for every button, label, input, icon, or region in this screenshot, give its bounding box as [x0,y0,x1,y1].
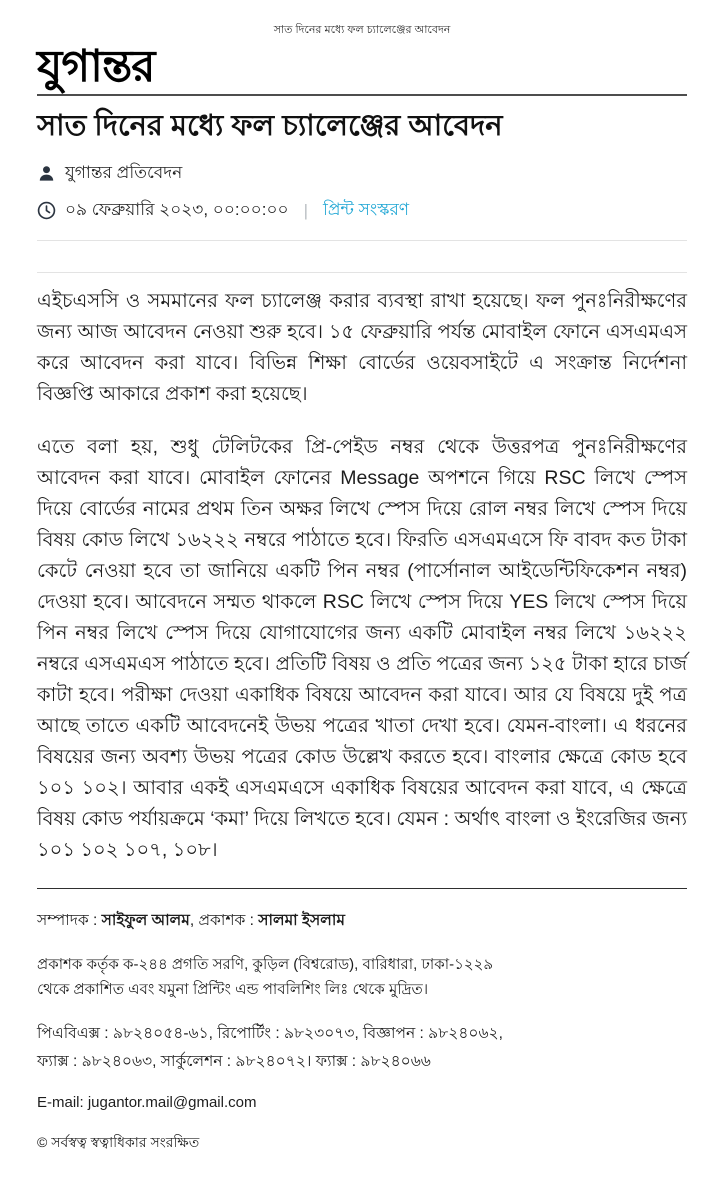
contact-email-line [37,1094,687,1111]
editor-publisher-line [37,908,687,934]
jugantor-logo[interactable]: যুগান্তর [37,42,155,92]
phone-line-1: পিএবিএক্স : ৯৮২৪০৫৪-৬১, রিপোর্টিং : ৯৮২৩০৭৩, বিজ্ঞাপন : ৯৮২৪০৬২, [37,1024,503,1042]
publisher-address [37,952,687,1002]
byline-row [37,160,687,188]
print-page-header: সাত দিনের মধ্যে ফল চ্যালেঞ্জের আবেদন [273,24,451,36]
page-footer [37,908,687,1155]
address-line-1: প্রকাশক কর্তৃক ক-২৪৪ প্রগতি সরণি, কুড়িল (বিশ্বরোড), বারিধারা, ঢাকা-১২২৯ [37,955,494,973]
masthead [37,37,687,92]
article-paragraph: এইচএসসি ও সমমানের ফল চ্যালেঞ্জ করার ব্যবস্থা রাখা হয়েছে। ফল পুনঃনিরীক্ষণের জন্য আজ আবেদন নেওয়া শুরু হবে। ১৫ ফেব্রুয়ারি পর্যন্ত মোবাইল ফোনে এসএমএস করে আবেদন করা যাবে। বিভিন্ন শিক্ষা বোর্ডের ওয়েবসাইটে এ সংক্রান্ত নির্দেশনা বিজ্ঞপ্তি আকারে প্রকাশ করা হয়েছে। [37,289,687,405]
copyright-notice: © সর্বস্বত্ব স্বত্বাধিকার সংরক্ষিত [37,1133,200,1150]
author-person-icon [37,164,56,183]
phone-line-2: ফ্যাক্স : ৯৮২৪০৬৩, সার্কুলেশন : ৯৮২৪০৭২। ফ্যাক্স : ৯৮২৪০৬৬ [37,1052,431,1070]
author-name: যুগান্তর প্রতিবেদন [65,162,183,182]
clock-icon [37,201,56,220]
editor-label: সম্পাদক : [37,911,102,929]
meta-divider [37,240,687,241]
contact-phones [37,1020,687,1076]
article-paragraph: এতে বলা হয়, শুধু টেলিটকের প্রি-পেইড নম্বর থেকে উত্তরপত্র পুনঃনিরীক্ষণের আবেদন করা যাবে। মোবাইল ফোনের Message অপশনে গিয়ে RSC লিখে স্পেস দিয়ে বোর্ডের নামের প্রথম তিন অক্ষর লিখে স্পেস দিয়ে রোল নম্বর লিখে স্পেস দিয়ে বিষয় কোড লিখে ১৬২২২ নম্বরে পাঠাতে হবে। ফিরতি এসএমএসে ফি বাবদ কত টাকা কেটে নেওয়া হবে তা জানিয়ে একটি পিন নম্বর (পার্সোনাল আইডেন্টিফিকেশন নম্বর) দেওয়া হবে। আবেদনে সম্মত থাকলে RSC লিখে স্পেস দিয়ে YES লিখে স্পেস দিয়ে পিন নম্বর লিখে স্পেস দিয়ে যোগাযোগের জন্য একটি মোবাইল নম্বর লিখে ১৬২২২ নম্বরে এসএমএস পাঠাতে হবে। প্রতিটি বিষয় ও প্রতি পত্রের জন্য ১২৫ টাকা হারে চার্জ কাটা হবে। পরীক্ষা দেওয়া একাধিক বিষয়ে আবেদন করা যাবে। আর যে বিষয়ে দুই পত্র আছে তাতে একটি আবেদনেই উভয় পত্রের খাতা দেখা হবে। যেমন-বাংলা। এ ধরনের বিষয়ের জন্য অবশ্য উভয় পত্রের কোড উল্লেখ করতে হবে। বাংলার ক্ষেত্রে কোড হবে ১০১ ১০২। আবার একই এসএমএসে একাধিক বিষয়ের আবেদন করা যাবে, এ ক্ষেত্রে বিষয় কোড পর্যায়ক্রমে ‘কমা’ দিয়ে লিখতে হবে। যেমন : অর্থাৎ বাংলা ও ইংরেজির জন্য ১০১ ১০২ ১০৭, ১০৮। [37,435,687,861]
article-headline: সাত দিনের মধ্যে ফল চ্যালেঞ্জের আবেদন [37,110,503,143]
body-top-divider [37,272,687,273]
publisher-label: , প্রকাশক : [189,911,259,929]
print-edition-link[interactable]: প্রিন্ট সংস্করণ [323,199,410,219]
footer-divider [37,888,687,889]
article-body [37,286,687,866]
email-label: E-mail: [37,1093,88,1111]
publisher-name: সালমা ইসলাম [258,911,345,929]
address-line-2: থেকে প্রকাশিত এবং যমুনা প্রিন্টিং এন্ড পাবলিশিং লিঃ থেকে মুদ্রিত। [37,980,429,998]
editor-name: সাইফুল আলম [101,911,190,929]
meta-separator: | [303,200,308,220]
email-address: jugantor.mail@gmail.com [87,1093,257,1111]
masthead-divider [37,94,687,96]
publish-datetime: ০৯ ফেব্রুয়ারি ২০২৩, ০০:০০:০০ [65,199,289,219]
publish-info-row [37,197,687,225]
